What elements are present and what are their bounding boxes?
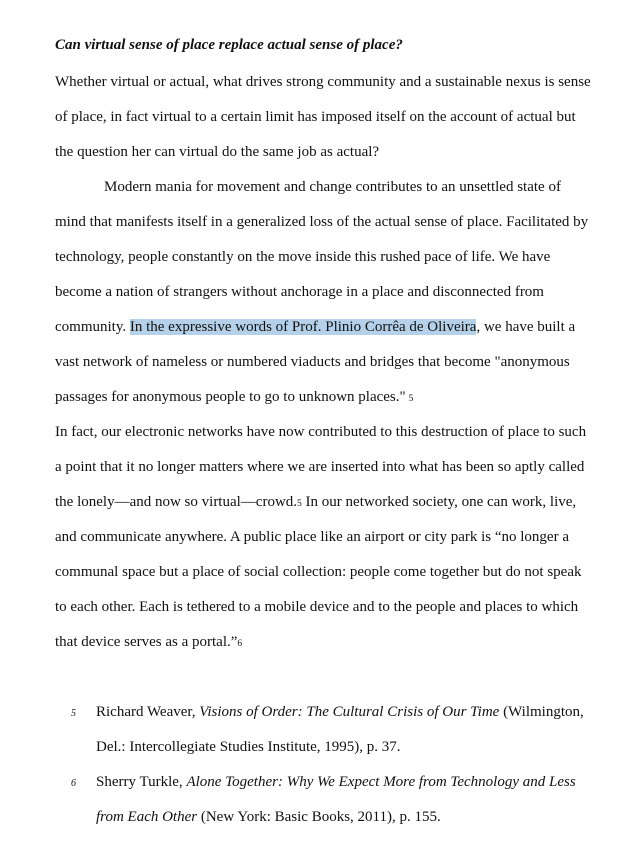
paragraph1-line: Whether virtual or actual, what drives strong community and a sustainable nexus is sense: [55, 74, 591, 90]
paragraph3-line: [55, 492, 576, 514]
text-run: community.: [55, 319, 130, 335]
footnote-reference: 5: [297, 499, 302, 509]
text-run: that device serves as a portal.”: [55, 634, 238, 650]
footnote-reference: 5: [408, 394, 414, 404]
footnote-publication: (Wilmington,: [499, 704, 584, 720]
paragraph3-line: and communicate anywhere. A public place like an airport or city park is “no longer a: [55, 529, 569, 545]
footnote-title: Alone Together: Why We Expect More from Technology and Less: [186, 774, 576, 790]
paragraph2-line: Modern mania for movement and change contributes to an unsettled state of: [104, 179, 561, 195]
highlighted-selection[interactable]: In the expressive words of Prof. Plinio Corrêa de Oliveira: [129, 319, 477, 335]
section-heading: Can virtual sense of place replace actual sense of place?: [55, 37, 403, 53]
paragraph3-line: In fact, our electronic networks have now contributed to this destruction of place to such: [55, 424, 587, 440]
footnote-title: from Each Other: [96, 809, 198, 825]
text-run: , we have built a: [476, 319, 576, 335]
text-run: passages for anonymous people to go to unknown places.": [55, 389, 406, 405]
footnote-line: [96, 807, 441, 827]
paragraph2-line: mind that manifests itself in a generalized loss of the actual sense of place. Facilitated by: [55, 214, 589, 230]
text-run: the lonely—and now so virtual—crowd.: [55, 494, 298, 510]
paragraph1-line: the question her can virtual do the same job as actual?: [55, 144, 380, 160]
paragraph2-line: vast network of nameless or numbered viaducts and bridges that become "anonymous: [55, 354, 570, 370]
footnote-line: [96, 772, 576, 792]
paragraph3-line: [55, 632, 242, 654]
paragraph3-line: a point that it no longer matters where we are inserted into what has been so aptly called: [55, 459, 585, 475]
footnote-line: Del.: Intercollegiate Studies Institute, 1995), p. 37.: [96, 739, 401, 755]
footnote-number: 5: [71, 708, 76, 719]
paragraph2-line: technology, people constantly on the move inside this rushed pace of life. We have: [55, 249, 551, 265]
footnote-publication: (New York: Basic Books, 2011), p. 155.: [197, 809, 441, 825]
footnote-title: Visions of Order: The Cultural Crisis of Our Time: [199, 704, 500, 720]
text-run: In our networked society, one can work, live,: [301, 494, 577, 510]
paragraph1-line: of place, in fact virtual to a certain limit has imposed itself on the account of actual but: [55, 109, 576, 125]
footnote-line: [96, 702, 584, 722]
paragraph2-line: [55, 387, 413, 409]
paragraph3-line: communal space but a place of social collection: people come together but do not speak: [55, 564, 582, 580]
footnote-number: 6: [71, 778, 76, 789]
paragraph2-line: become a nation of strangers without anchorage in a place and disconnected from: [55, 284, 544, 300]
footnote-author: Sherry Turkle,: [96, 774, 187, 790]
footnote-reference: 6: [237, 639, 243, 649]
footnote-author: Richard Weaver,: [96, 704, 200, 720]
paragraph3-line: to each other. Each is tethered to a mobile device and to the people and places to which: [55, 599, 579, 615]
paragraph2-line: [55, 317, 575, 337]
